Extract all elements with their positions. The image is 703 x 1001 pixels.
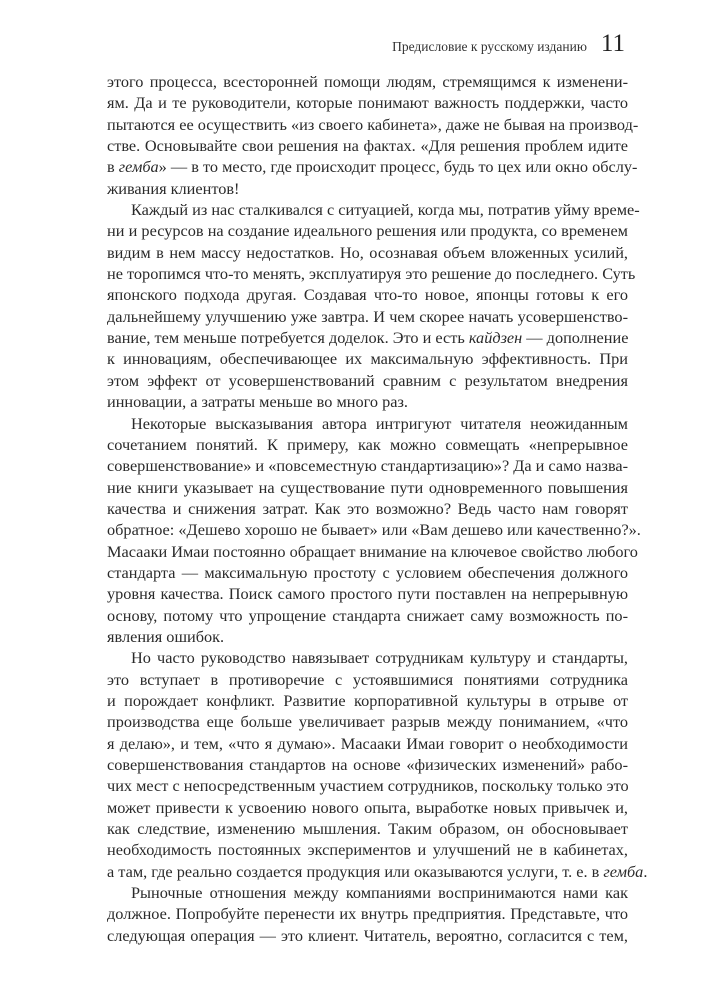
text-segment: к инновациям, обеспечивающее их максимальную эффективность. При (107, 349, 628, 369)
text-segment: это вступает в противоречие с устоявшимися понятиями сотрудника (107, 669, 628, 689)
text-line (107, 284, 628, 305)
page-number: 11 (600, 30, 625, 57)
text-line (107, 903, 628, 924)
paragraph (107, 882, 628, 946)
text-segment: необходимость постоянных экспериментов и улучшений не в кабинетах, (107, 840, 628, 860)
text-line (107, 156, 638, 177)
text-segment: сочетанием понятий. К примеру, как можно совмещать «непрерывное (107, 434, 628, 454)
text-line (107, 71, 628, 92)
text-line (107, 114, 639, 135)
text-line (107, 434, 628, 455)
text-segment: пытаются ее осуществить «из своего кабинета», даже не бывая на производ- (107, 114, 639, 134)
text-line (107, 669, 628, 690)
text-line (107, 925, 628, 946)
text-line (107, 348, 628, 369)
text-segment: может привести к усвоению нового опыта, выработке новых привычек и, (107, 797, 628, 817)
italic-term: гемба (118, 157, 159, 177)
text-segment: Рыночные отношения между компаниями воспринимаются нами как (131, 883, 628, 903)
paragraph (107, 199, 640, 412)
text-segment: производства еще больше увеличивает разрыв между пониманием, «что (107, 712, 628, 732)
text-segment: стандарта — максимальную простоту с условием обеспечения должного (107, 562, 628, 582)
text-segment: ям. Да и те руководители, которые понимают важность поддержки, часто (107, 93, 628, 113)
text-line (107, 178, 628, 199)
text-segment: совершенствование» и «повсеместную стандартизацию»? Да и само назва- (107, 456, 629, 476)
text-line (107, 861, 648, 882)
text-segment: стве. Основывайте свои решения на фактах. «Для решения проблем идите (107, 136, 628, 156)
running-title: Предисловие к русскому изданию (392, 39, 587, 54)
text-line (107, 562, 628, 583)
text-line (107, 455, 628, 476)
text-line (107, 839, 628, 860)
text-segment: уровня качества. Поиск самого простого пути поставлен на непрерывную (107, 584, 628, 604)
text-segment: как следствие, изменению мышления. Таким образом, он обосновывает (107, 819, 628, 839)
text-line (107, 605, 628, 626)
text-segment: Но часто руководство навязывает сотрудникам культуру и стандарты, (131, 648, 628, 668)
text-line (107, 690, 628, 711)
text-segment: Некоторые высказывания автора интригуют читателя неожиданным (131, 413, 628, 433)
text-line (107, 306, 628, 327)
text-line (107, 391, 628, 412)
text-line (107, 733, 628, 754)
text-segment: явления ошибок. (107, 626, 225, 646)
text-segment: Масааки Имаи постоянно обращает внимание на ключевое свойство любого (107, 541, 638, 561)
text-line (107, 370, 628, 391)
paragraph (107, 413, 641, 648)
text-segment: в (107, 157, 119, 177)
text-line (107, 626, 628, 647)
text-line (107, 818, 628, 839)
text-segment: обратное: «Дешево хорошо не бывает» или «Вам дешево или качественно?». (107, 520, 641, 540)
text-line (107, 647, 628, 668)
text-line (107, 583, 628, 604)
italic-term: кайдзен (468, 328, 523, 348)
text-segment: ни и ресурсов на создание идеального решения или продукта, со временем (107, 221, 628, 241)
text-segment: . (643, 861, 648, 881)
text-line (107, 519, 641, 540)
text-line (107, 413, 628, 434)
paragraph (107, 647, 648, 882)
text-segment: должное. Попробуйте перенести их внутрь предприятия. Представьте, что (107, 904, 628, 924)
text-segment: инновации, а затраты меньше во много раз. (107, 392, 408, 412)
text-line (107, 477, 628, 498)
text-line (107, 775, 628, 796)
paragraph (107, 71, 639, 199)
italic-term: гемба (603, 861, 644, 881)
text-segment: не торопимся что-то менять, эксплуатируя это решение до последнего. Суть (107, 264, 636, 284)
text-line (107, 541, 638, 562)
text-segment: этого процесса, всесторонней помощи людям, стремящимся к изменени- (107, 72, 628, 91)
text-segment: следующая операция — это клиент. Читатель, вероятно, согласится с тем, (107, 925, 628, 945)
text-segment: совершенствования стандартов на основе «физических изменений» рабо- (107, 755, 628, 774)
page-header (392, 30, 625, 58)
text-line (107, 135, 628, 156)
text-segment: Каждый из нас сталкивался с ситуацией, когда мы, потратив уйму време- (131, 200, 640, 220)
text-line (107, 711, 628, 732)
text-segment: вание, тем меньше потребуется доделок. Это и есть (107, 328, 469, 348)
text-segment: а там, где реально создается продукция или оказываются услуги, т. е. в (107, 861, 604, 881)
text-segment: видим в нем массу недостатков. Но, осознавая объем вложенных усилий, (107, 242, 628, 262)
text-segment: я делаю», и тем, «что я думаю». Масааки Имаи говорит о необходимости (107, 733, 628, 753)
text-segment: японского подхода другая. Создавая что-то новое, японцы готовы к его (107, 285, 628, 305)
text-segment: чих мест с непосредственным участием сотрудников, поскольку только это (107, 776, 629, 796)
text-segment: живания клиентов! (107, 178, 240, 198)
text-segment: » — в то место, где происходит процесс, будь то цех или окно обслу- (158, 157, 638, 177)
text-line (107, 263, 636, 284)
text-line (107, 754, 628, 775)
text-line (107, 498, 628, 519)
text-line (107, 327, 628, 348)
text-segment: ние книги указывает на существование пути одновременного повышения (107, 477, 628, 497)
text-line (107, 220, 628, 241)
body-text (107, 71, 648, 946)
text-segment: и порождает конфликт. Развитие корпоративной культуры в отрыве от (107, 690, 628, 710)
text-segment: качества и снижения затрат. Как это возможно? Ведь часто нам говорят (107, 498, 628, 518)
text-line (107, 882, 628, 903)
text-line (107, 242, 628, 263)
text-line (107, 92, 628, 113)
text-line (107, 797, 628, 818)
text-segment: этом эффект от усовершенствований сравним с результатом внедрения (107, 370, 628, 390)
text-segment: основу, потому что упрощение стандарта снижает саму возможность по- (107, 605, 628, 625)
text-segment: — дополнение (522, 328, 629, 348)
text-segment: дальнейшему улучшению уже завтра. И чем скорее начать усовершенство- (107, 306, 628, 326)
text-line (107, 199, 640, 220)
